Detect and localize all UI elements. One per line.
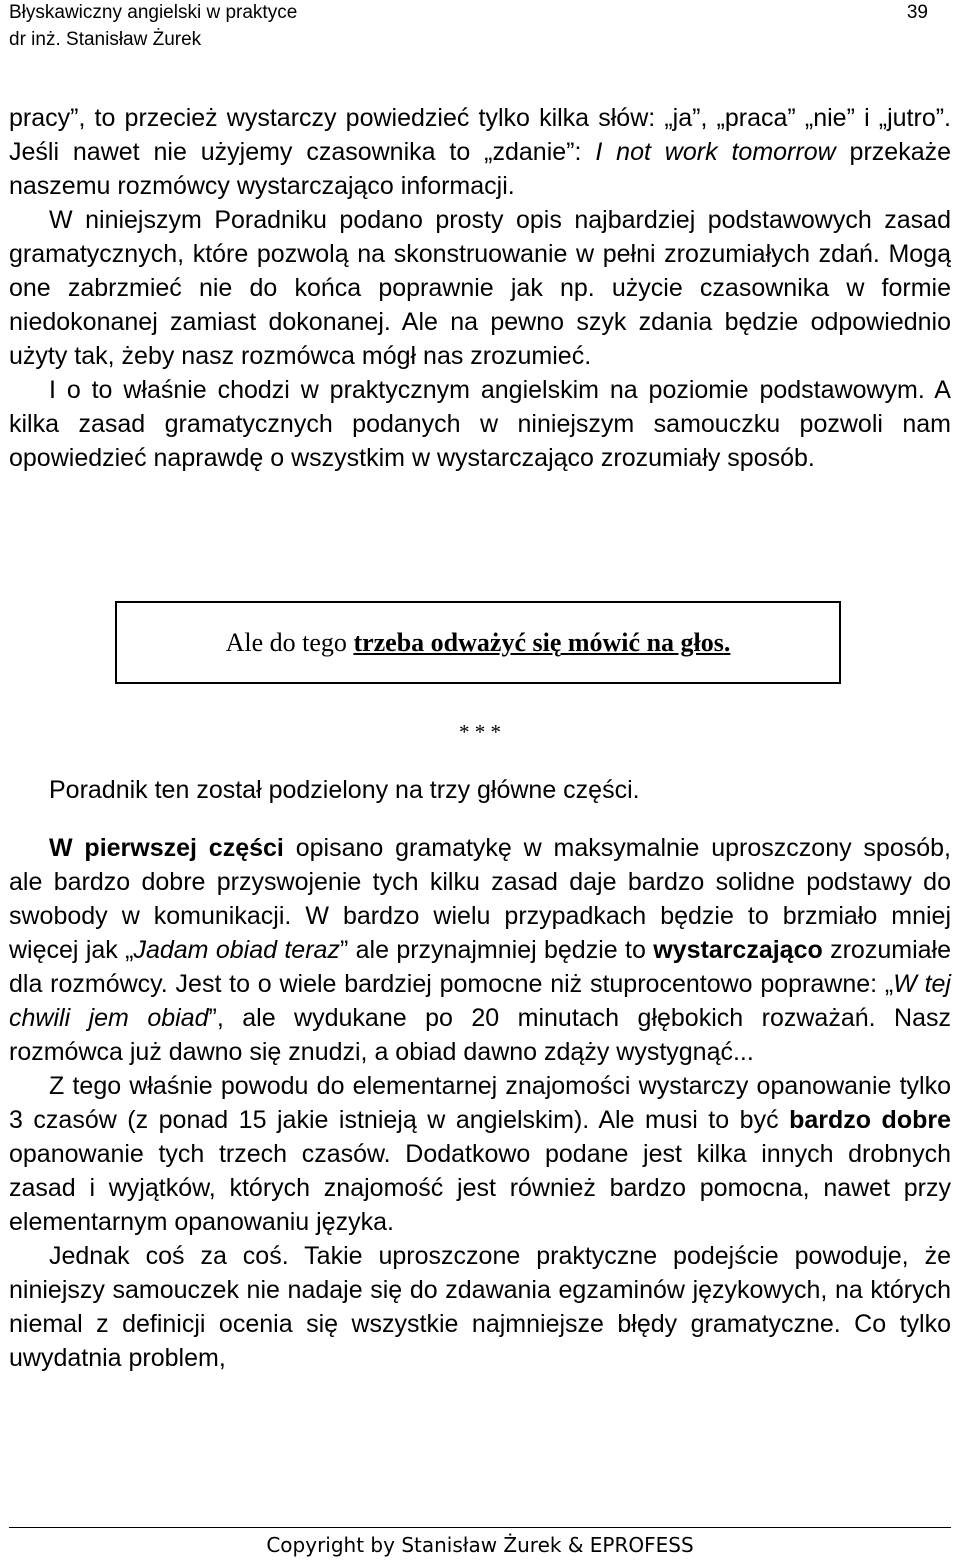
body-text-top [9,101,951,475]
paragraph: Jednak coś za coś. Takie uproszczone praktyczne podejście powoduje, że niniejszy samouczek nie nadaje się do zdawania egzaminów językowych, na których niemal z definicji ocenia się wszystkie najmniejsze błędy gramatyczne. Co tylko uwydatnia problem, [9,1242,951,1372]
paragraph: Z tego właśnie powodu do elementarnej znajomości wystarczy opanowanie tylko 3 czasów (z ponad 15 jakie istnieją w angielskim). Ale musi to być bardzo dobre opanowanie tych trzech czasów. Dodatkowo podane jest kilka innych drobnych zasad i wyjątków, których znajomość jest również bardzo pomocna, nawet przy elementarnym opanowaniu języka. [9,1072,952,1236]
paragraph: W niniejszym Poradniku podano prosty opis najbardziej podstawowych zasad gramatycznych, które pozwolą na skonstruowanie w pełni zrozumiałych zdań. Mogą one zabrzmieć nie do końca poprawnie jak np. użycie czasownika w formie niedokonanej zamiast dokonanej. Ale na pewno szyk zdania będzie odpowiednio użyty tak, żeby nasz rozmówca mógł nas zrozumieć. [9,206,951,370]
section-separator: * * * [459,720,501,744]
callout-box [115,601,841,684]
footer-rule [9,1527,951,1528]
paragraph: Poradnik ten został podzielony na trzy główne części. [49,776,640,804]
bold-phrase: W pierwszej części [49,834,284,862]
header-line [9,0,950,27]
footer-copyright: Copyright by Stanisław Żurek & EPROFESS [266,1533,694,1557]
paragraph: I o to właśnie chodzi w praktycznym angielskim na poziomie podstawowym. A kilka zasad gramatycznych podanych w niniejszym samouczku pozwoli nam opowiedzieć naprawdę o wszystkim w wystarczająco zrozumiały sposób. [9,376,951,472]
paragraph: pracy”, to przecież wystarczy powiedzieć tylko kilka słów: „ja”, „praca” „nie” i „jutro”. Jeśli nawet nie użyjemy czasownika to „zdanie”: I not work tomorrow przekaże naszemu rozmówcy wystarczająco informacji. [9,104,951,200]
italic-example: I not work tomorrow [595,138,836,166]
page-header [9,0,950,52]
book-title: Błyskawiczny angielski w praktyce [9,2,298,23]
paragraph: W pierwszej części opisano gramatykę w maksymalnie uproszczony sposób, ale bardzo dobre przyswojenie tych kilku zasad daje bardzo solidne podstawy do swobody w komunikacji. W bardzo wielu przypadkach będzie to brzmiało mniej więcej jak „Jadam obiad teraz” ale przynajmniej będzie to wystarczająco zrozumiałe dla rozmówcy. Jest to o wiele bardziej pomocne niż stuprocentowo poprawne: „W tej chwili jem obiad”, ale wydukane po 20 minutach głębokich rozważań. Nasz rozmówca już dawno się znudzi, a obiad dawno zdąży wystygnąć... [9,834,951,1066]
callout-text: Ale do tego trzeba odważyć się mówić na głos. [225,627,731,657]
author: dr inż. Stanisław Żurek [9,29,202,50]
body-text-bottom [9,773,951,1375]
page-number: 39 [906,2,928,23]
